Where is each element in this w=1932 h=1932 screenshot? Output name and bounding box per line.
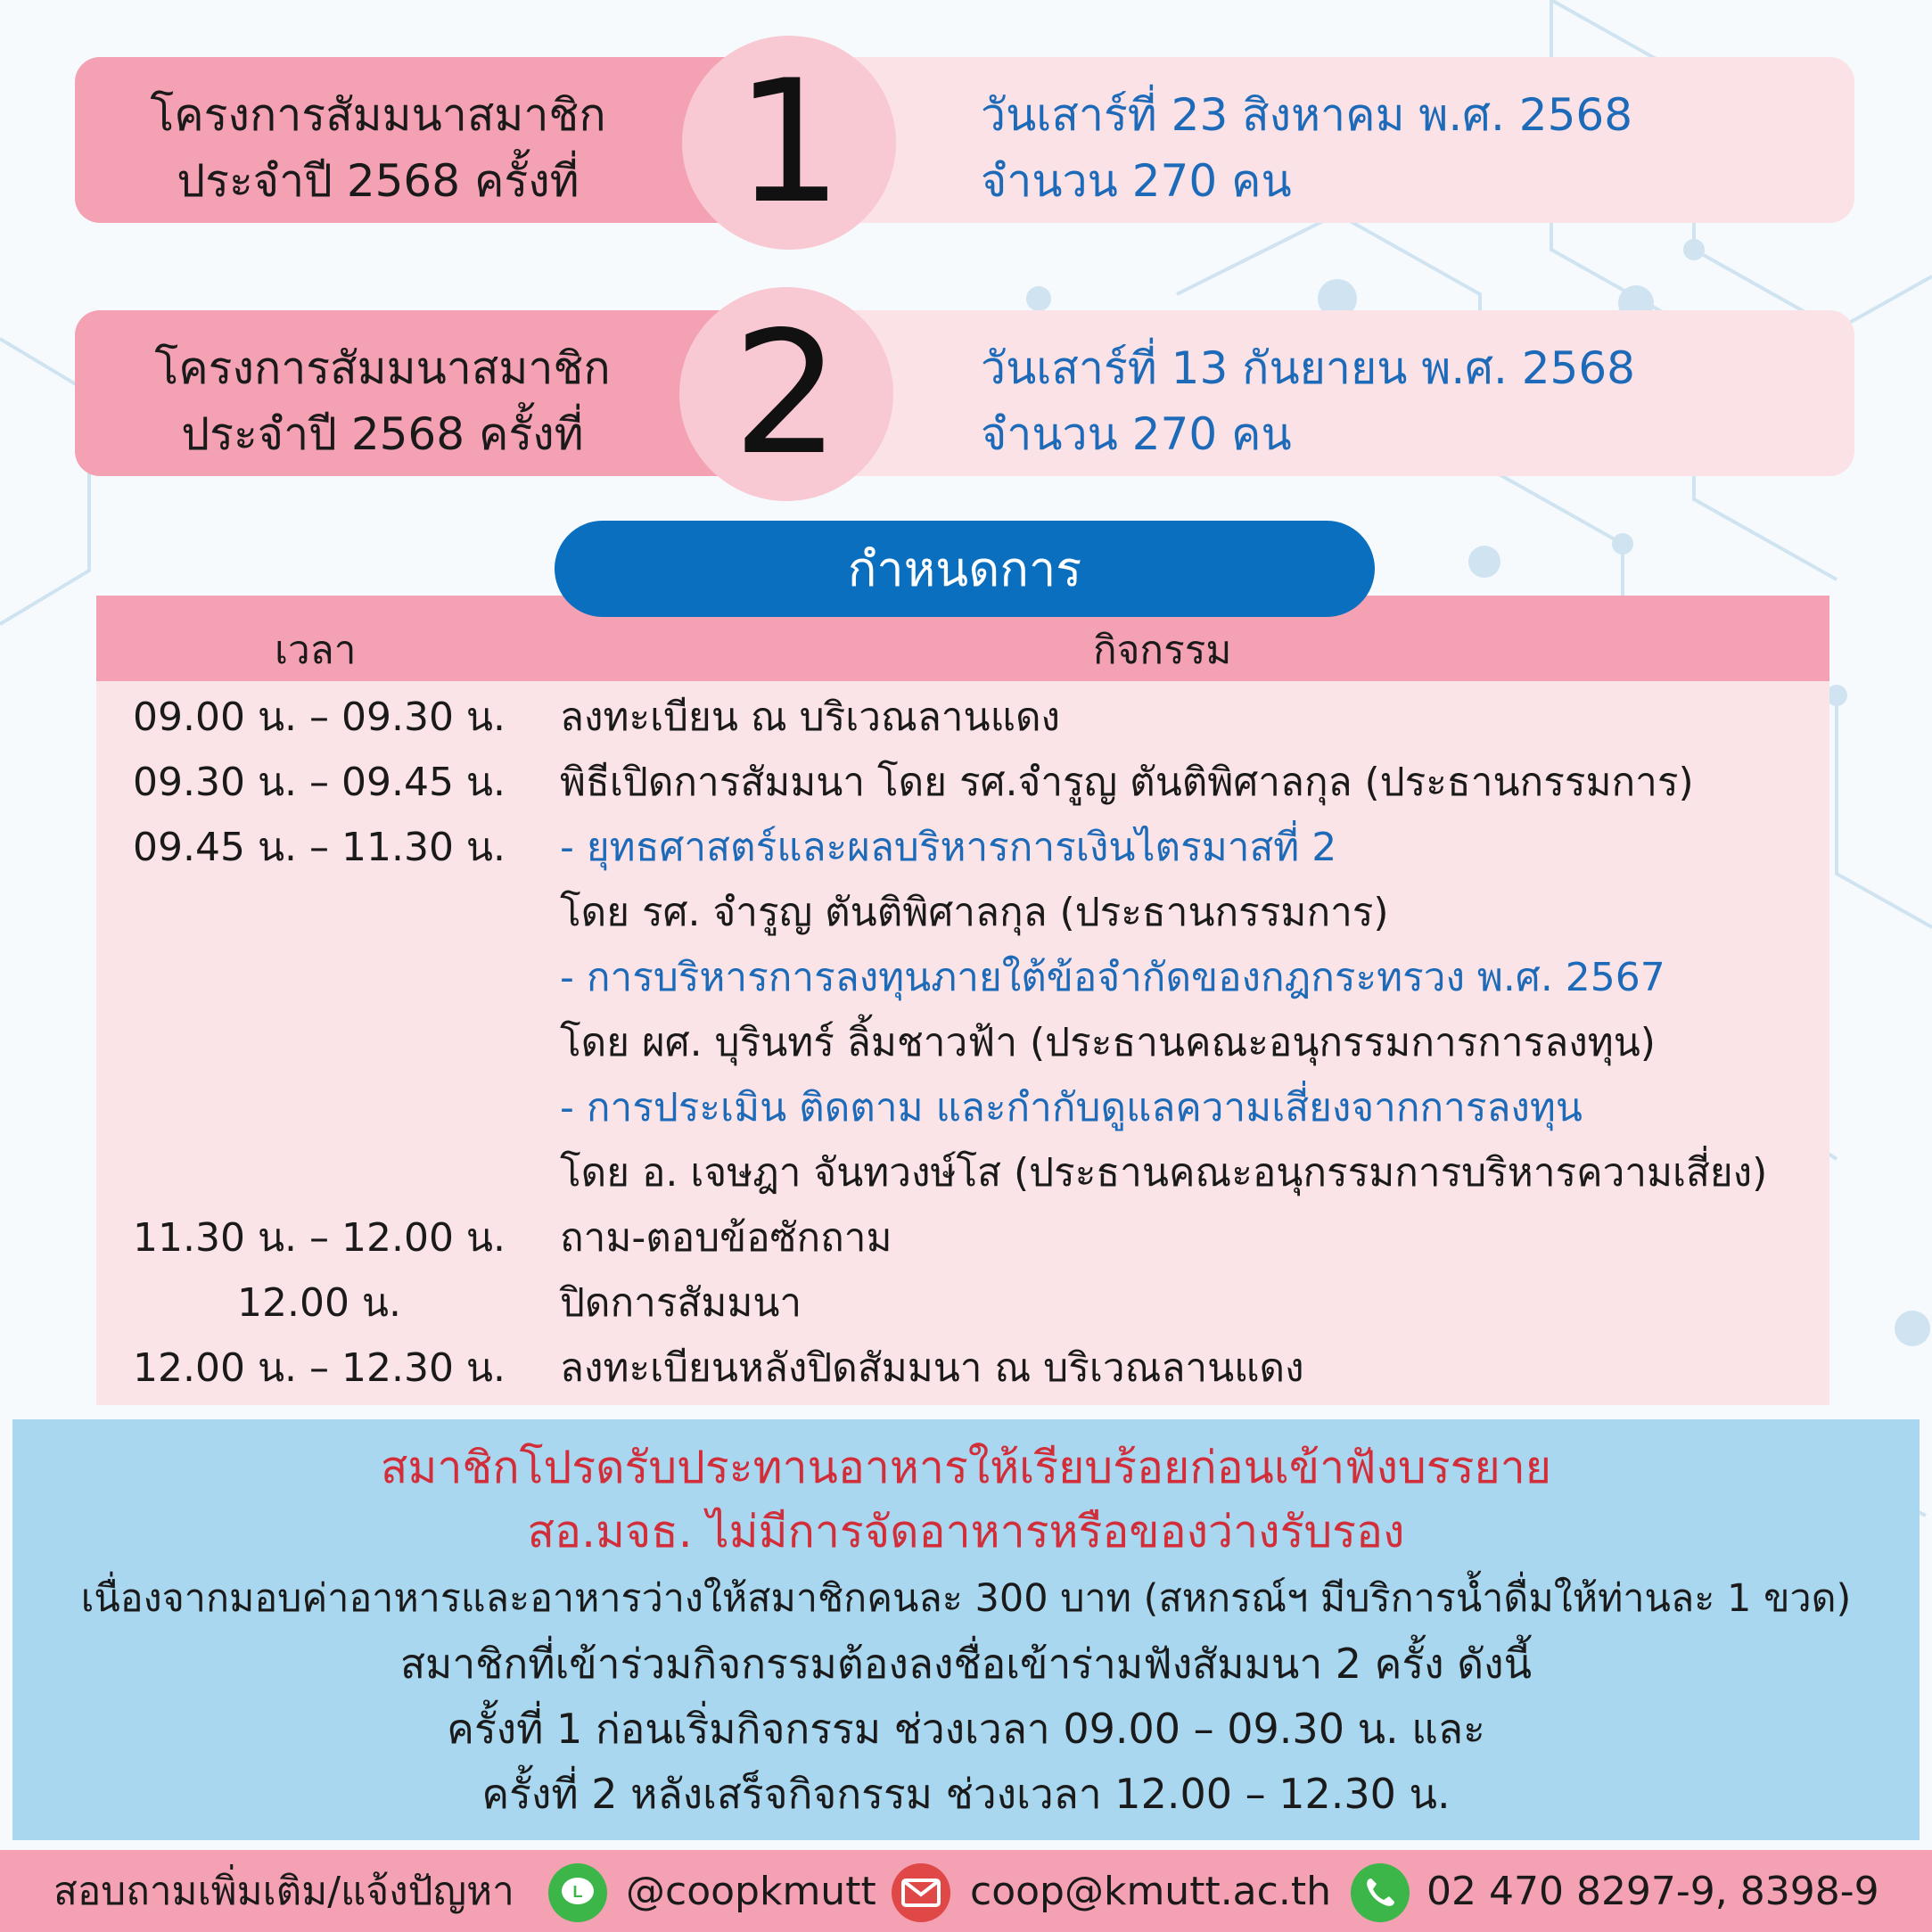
row-time: 12.00 น. – 12.30 น. — [133, 1345, 506, 1391]
session-2-details — [981, 335, 1635, 467]
svg-text:L: L — [572, 1883, 583, 1901]
schedule-row — [96, 945, 1829, 1010]
row-time: 09.45 น. – 11.30 น. — [133, 825, 506, 870]
row-activity: โดย รศ. จำรูญ ตันติพิศาลกุล (ประธานกรรมการ) — [560, 890, 1389, 935]
notice-line-5: ครั้งที่ 1 ก่อนเริ่มกิจกรรม ช่วงเวลา 09.00 – 09.30 น. และ — [447, 1705, 1485, 1753]
schedule-row — [96, 685, 1829, 750]
session-label-line1: โครงการสัมมนาสมาชิก — [150, 89, 606, 141]
session-date: วันเสาร์ที่ 23 สิงหาคม พ.ศ. 2568 — [981, 89, 1633, 141]
row-activity: ถาม-ตอบข้อซักถาม — [560, 1215, 892, 1261]
schedule-row — [96, 815, 1829, 880]
schedule-row — [96, 1140, 1829, 1205]
schedule-row — [96, 1336, 1829, 1401]
line-icon-glyph — [558, 1873, 597, 1912]
session-1-label — [75, 82, 681, 214]
schedule-row — [96, 880, 1829, 945]
session-2-number-circle — [679, 287, 893, 501]
row-activity: ลงทะเบียนหลังปิดสัมมนา ณ บริเวณลานแดง — [560, 1345, 1304, 1391]
row-activity: โดย ผศ. บุรินทร์ ลิ้มชาวฟ้า (ประธานคณะอนุกรรมการการลงทุน) — [560, 1020, 1656, 1065]
session-1-details — [981, 82, 1632, 214]
row-activity: โดย อ. เจษฎา จันทวงษ์โส (ประธานคณะอนุกรรมการบริหารความเสี่ยง) — [560, 1150, 1768, 1196]
phone-icon — [1351, 1863, 1410, 1922]
row-activity: - การประเมิน ติดตาม และกำกับดูแลความเสี่ยงจากการลงทุน — [560, 1085, 1583, 1130]
schedule-row — [96, 750, 1829, 815]
session-label-line2: ประจำปี 2568 ครั้งที่ — [177, 155, 580, 207]
phone-icon-glyph — [1362, 1875, 1398, 1911]
email-link[interactable]: coop@kmutt.ac.th — [970, 1869, 1331, 1914]
row-activity: - การบริหารการลงทุนภายใต้ข้อจำกัดของกฎกระทรวง พ.ศ. 2567 — [560, 955, 1665, 1000]
line-id-link[interactable]: @coopkmutt — [626, 1869, 876, 1914]
session-number: 2 — [732, 295, 841, 492]
column-header-time: เวลา — [275, 628, 357, 673]
line-icon — [548, 1863, 607, 1922]
phone-number[interactable]: 02 470 8297-9, 8398-9 — [1426, 1869, 1879, 1914]
contact-label: สอบถามเพิ่มเติม/แจ้งปัญหา — [53, 1869, 514, 1914]
row-time: 11.30 น. – 12.00 น. — [133, 1215, 506, 1261]
notice-line-4: สมาชิกที่เข้าร่วมกิจกรรมต้องลงชื่อเข้าร่ามฟังสัมมนา 2 ครั้ง ดังนี้ — [399, 1640, 1533, 1688]
row-activity: ลงทะเบียน ณ บริเวณลานแดง — [560, 695, 1060, 740]
session-1-number-circle — [682, 36, 896, 250]
schedule-row — [96, 1270, 1829, 1336]
session-date: วันเสาร์ที่ 13 กันยายน พ.ศ. 2568 — [981, 342, 1635, 394]
row-time: 09.00 น. – 09.30 น. — [133, 695, 506, 740]
session-capacity: จำนวน 270 คน — [981, 408, 1292, 460]
session-number: 1 — [735, 44, 843, 241]
notice-line-6: ครั้งที่ 2 หลังเสร็จกิจกรรม ช่วงเวลา 12.00 – 12.30 น. — [481, 1770, 1451, 1818]
session-label-line2: ประจำปี 2568 ครั้งที่ — [181, 408, 584, 460]
column-header-activity: กิจกรรม — [1093, 628, 1232, 673]
notice-line-3: เนื่องจากมอบค่าอาหารและอาหารว่างให้สมาชิกคนละ 300 บาท (สหกรณ์ฯ มีบริการน้ำดื่มให้ท่านละ 1 ขวด) — [80, 1576, 1852, 1621]
schedule-row — [96, 1205, 1829, 1270]
row-time: 12.00 น. — [236, 1280, 401, 1326]
session-label-line1: โครงการสัมมนาสมาชิก — [154, 342, 611, 394]
mail-icon — [892, 1863, 950, 1922]
row-activity: พิธีเปิดการสัมมนา โดย รศ.จำรูญ ตันติพิศาลกุล (ประธานกรรมการ) — [560, 760, 1694, 805]
notice-red-line-1: สมาชิกโปรดรับประทานอาหารให้เรียบร้อยก่อนเข้าฟังบรรยาย — [380, 1442, 1552, 1493]
schedule-row — [96, 1010, 1829, 1075]
notice-red-line-2: สอ.มจธ. ไม่มีการจัดอาหารหรือของว่างรับรอง — [527, 1506, 1405, 1558]
session-capacity: จำนวน 270 คน — [981, 155, 1292, 207]
session-2-label — [75, 335, 690, 467]
schedule-row — [96, 1075, 1829, 1140]
row-activity: - ยุทธศาสตร์และผลบริหารการเงินไตรมาสที่ 2 — [560, 825, 1337, 870]
row-activity: ปิดการสัมมนา — [560, 1280, 802, 1326]
row-time: 09.30 น. – 09.45 น. — [133, 760, 506, 805]
mail-icon-glyph — [901, 1879, 941, 1907]
schedule-title: กำหนดการ — [555, 521, 1375, 617]
